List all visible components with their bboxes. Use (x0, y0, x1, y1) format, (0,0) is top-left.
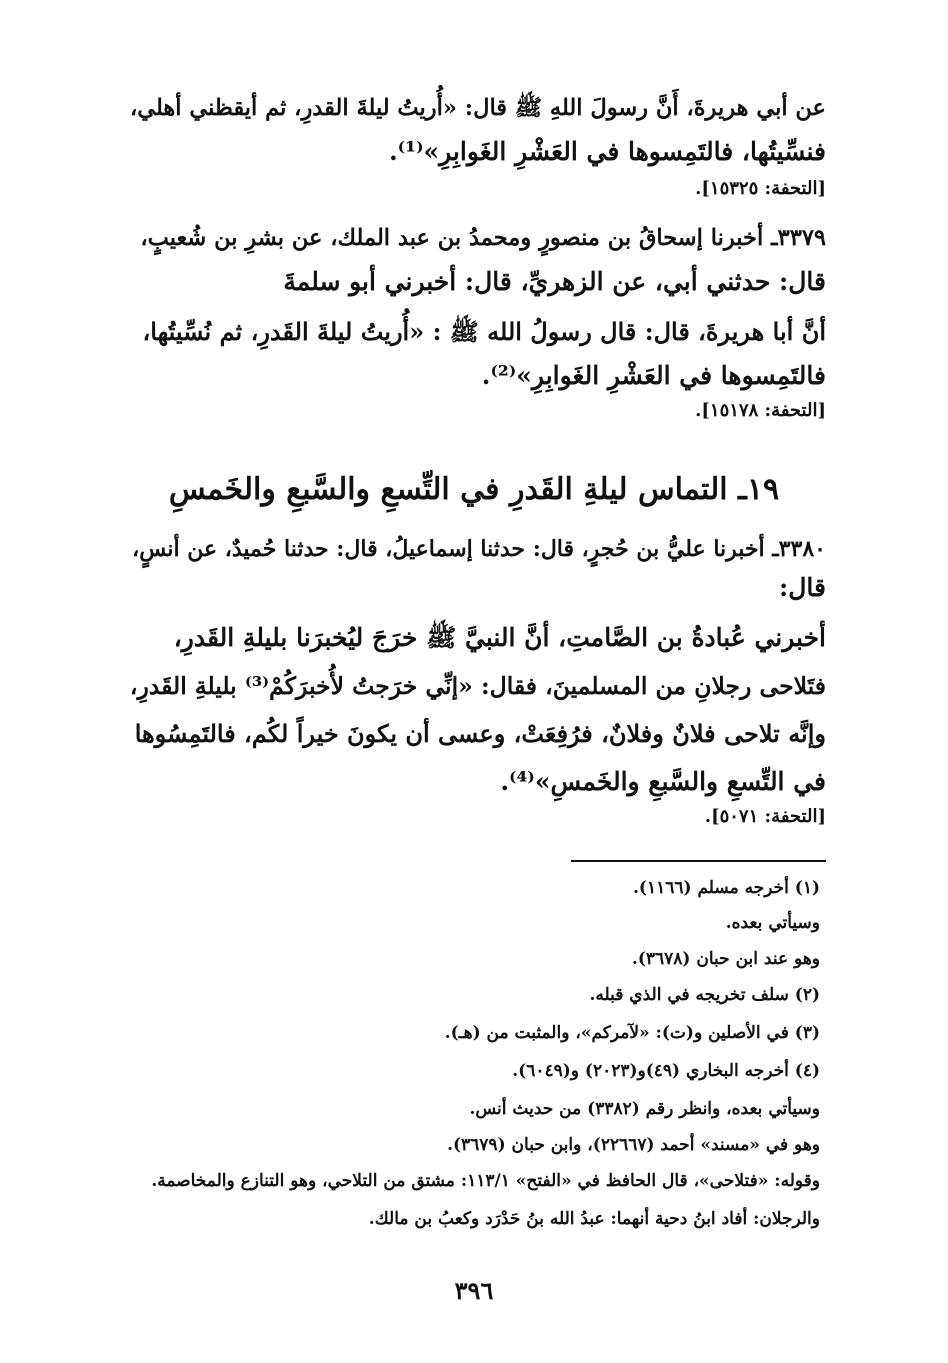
text-line: قال: (779, 573, 826, 602)
hadith-chain-line: ٣٣٧٩ـ أخبرنا إسحاقُ بن منصورٍ ومحمدُ بن عبد الملك، عن بشرِ بن شُعيبٍ، (140, 225, 826, 251)
footnote-line: وهو عند ابن حبان (٣٦٧٨). (631, 949, 820, 969)
footnote-line: والرجلان: أفاد ابنُ دحية أنهما: عبدُ الله بنُ حَدْرَد وكعبُ بن مالك. (368, 1209, 820, 1229)
footnote-line: (٢) سلف تخريجه في الذي قبله. (589, 985, 820, 1005)
footnote-line: (٤) أخرجه البخاري (٤٩)و(٢٠٢٣) و(٦٠٤٩). (512, 1061, 820, 1081)
footnote-line: (١) أخرجه مسلم (١١٦٦). (633, 878, 820, 898)
footnote-line: وقوله: «فتلاحى»، قال الحافظ في «الفتح» ١١٣/١: مشتق من التلاحي، وهو التنازع والمخاصمة. (151, 1171, 820, 1191)
text-line: فنسِّيتُها، فالتَمِسوها في العَشْرِ الغَوابِرِ»⁽¹⁾. (388, 137, 826, 166)
text-line: وإنَّه تلاحى فلانٌ وفلانٌ، فرُفِعَتْ، وعسى أن يكونَ خيراً لكُم، فالتَمِسُوها (134, 719, 826, 748)
text-line: أخبرني عُبادةُ بن الصَّامتِ، أنَّ النبيَّ ﷺ خرَجَ ليُخبرَنا بليلةِ القَدرِ، (173, 623, 826, 652)
text-line: فالتَمِسوها في العَشْرِ الغَوابِرِ»⁽²⁾. (481, 361, 826, 390)
footnote-line: وسيأتي بعده. (725, 913, 820, 933)
text-line: عن أبي هريرةَ، أَنَّ رسولَ اللهِ ﷺ قال: «أُريتُ ليلةَ القدرِ، ثم أيقظني أهلي، (129, 95, 826, 121)
tuhfa-reference: [التحفة: ١٥٣٢٥]. (695, 178, 826, 199)
chapter-heading: ١٩ـ التماس ليلةِ القَدرِ في التِّسعِ والسَّبعِ والخَمسِ (168, 472, 780, 507)
page-number: ٣٩٦ (454, 1276, 494, 1305)
tuhfa-reference: [التحفة: ٥٠٧١]. (704, 806, 826, 827)
tuhfa-reference: [التحفة: ١٥١٧٨]. (695, 400, 826, 421)
footnote-line: وسيأتي بعده، وانظر رقم (٣٣٨٢) من حديث أنس. (469, 1099, 820, 1119)
text-line: في التِّسعِ والسَّبعِ والخَمسِ»⁽⁴⁾. (500, 767, 826, 796)
hadith-chain-line: ٣٣٨٠ـ أخبرنا عليُّ بن حُجرٍ، قال: حدثنا إسماعيلُ، قال: حدثنا حُميدٌ، عن أنسٍ، (132, 536, 826, 562)
text-line: أنَّ أبا هريرةَ، قال: قال رسولُ الله ﷺ : «أُريتُ ليلةَ القَدرِ، ثم نُسِّيتُها، (142, 317, 826, 346)
footnote-line: (٣) في الأصلين و(ت): «لآمركم»، والمثبت من (هـ). (444, 1023, 820, 1043)
text-line: قال: حدثني أبي، عن الزهريِّ، قال: أخبرني أبو سلمةَ (283, 267, 826, 296)
footnote-line: وهو في «مسند» أحمد (٢٢٦٦٧)، وابن حبان (٣٦٧٩). (447, 1135, 820, 1155)
text-line: فتَلاحى رجلانِ من المسلمينَ، فقال: «إنِّي خرَجتُ لأُخبرَكُمْ⁽³⁾ بليلةِ القَدرِ، (129, 672, 826, 700)
footnote-separator (571, 860, 826, 862)
